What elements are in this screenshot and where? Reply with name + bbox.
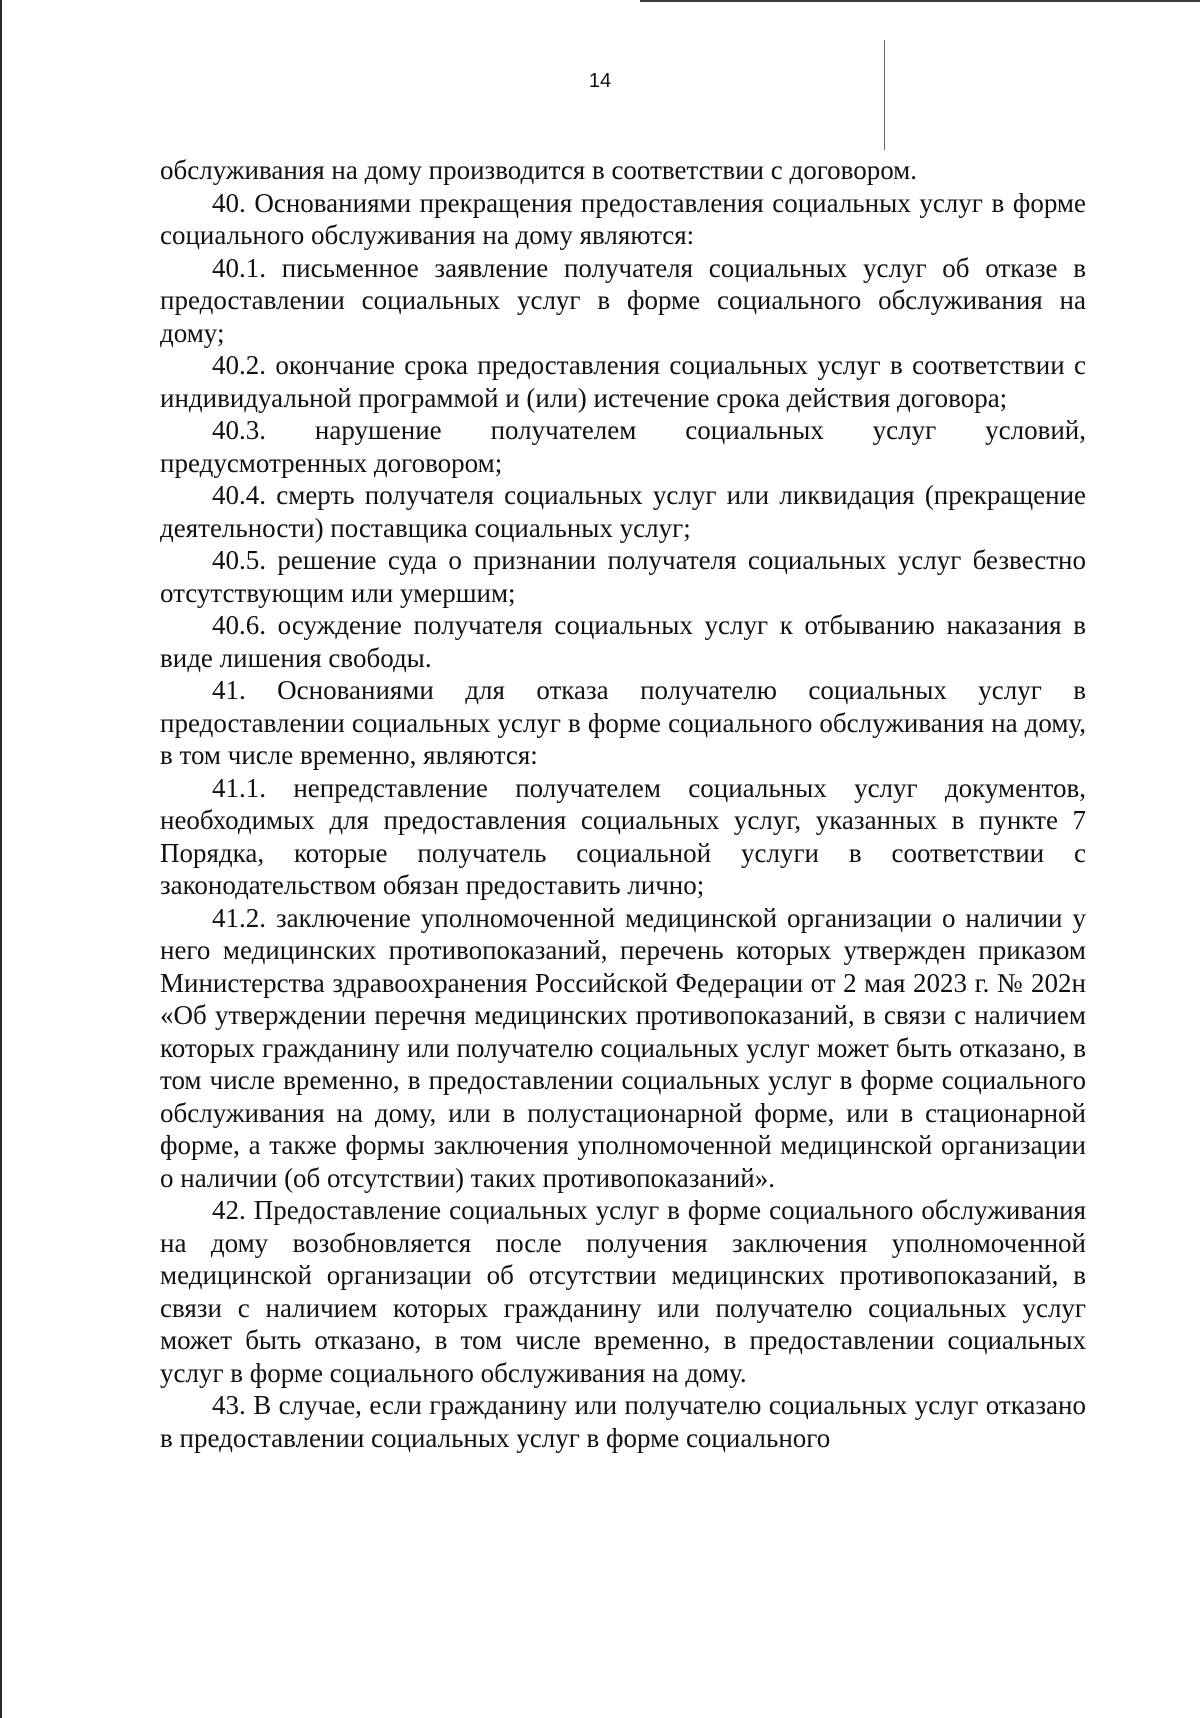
paragraph-40-2: 40.2. окончание срока предоставления социальных услуг в соответствии с индивидуальной программой и (или) истечение срока действия договора;: [160, 350, 1086, 413]
paragraph-40-6: 40.6. осуждение получателя социальных услуг к отбыванию наказания в виде лишения свободы.: [160, 610, 1086, 673]
paragraph-40-4: 40.4. смерть получателя социальных услуг или ликвидация (прекращение деятельности) поставщика социальных услуг;: [160, 480, 1086, 543]
paragraph-40: 40. Основаниями прекращения предоставления социальных услуг в форме социального обслуживания на дому являются:: [160, 187, 1086, 250]
document-body: [160, 154, 1086, 1454]
paragraph-42: 42. Предоставление социальных услуг в форме социального обслуживания на дому возобновляется после получения заключения уполномоченной медицинской организации об отсутствии медицинских противопоказаний, в связи с наличием которых гражданину или получателю социальных услуг может быть отказано, в том числе временно, в предоставлении социальных услуг в форме социального обслуживания на дому.: [160, 1195, 1086, 1388]
paragraph-41: 41. Основаниями для отказа получателю социальных услуг в предоставлении социальных услуг в форме социального обслуживания на дому, в том числе временно, являются:: [160, 675, 1086, 770]
paragraph-43: 43. В случае, если гражданину или получателю социальных услуг отказано в предоставлении социальных услуг в форме социального: [160, 1390, 1086, 1453]
scan-fold-mark: [884, 40, 885, 150]
paragraph-41-1: 41.1. непредставление получателем социальных услуг документов, необходимых для предоставления социальных услуг, указанных в пункте 7 Порядка, которые получатель социальной услуги в соответствии с законодательством обязан предоставить лично;: [160, 772, 1086, 900]
paragraph-40-5: 40.5. решение суда о признании получателя социальных услуг безвестно отсутствующим или умершим;: [160, 545, 1086, 608]
scan-top-edge: [640, 0, 1200, 2]
page-number: 14: [588, 70, 612, 92]
paragraph-41-2: 41.2. заключение уполномоченной медицинской организации о наличии у него медицинских противопоказаний, перечень которых утвержден приказом Министерства здравоохранения Российской Федерации от 2 мая 2023 г. № 202н «Об утверждении перечня медицинских противопоказаний, в связи с наличием которых гражданину или получателю социальных услуг может быть отказано, в том числе временно, в предоставлении социальных услуг в форме социального обслуживания на дому, или в полустационарной форме, или в стационарной форме, а также формы заключения уполномоченной медицинской организации о наличии (об отсутствии) таких противопоказаний».: [160, 902, 1086, 1193]
scan-left-edge: [0, 0, 2, 1718]
paragraph-continuation: обслуживания на дому производится в соответствии с договором.: [160, 155, 918, 185]
paragraph-40-1: 40.1. письменное заявление получателя социальных услуг об отказе в предоставлении социальных услуг в форме социального обслуживания на дому;: [160, 252, 1086, 348]
paragraph-40-3: 40.3. нарушение получателем социальных услуг условий, предусмотренных договором;: [160, 415, 1086, 478]
